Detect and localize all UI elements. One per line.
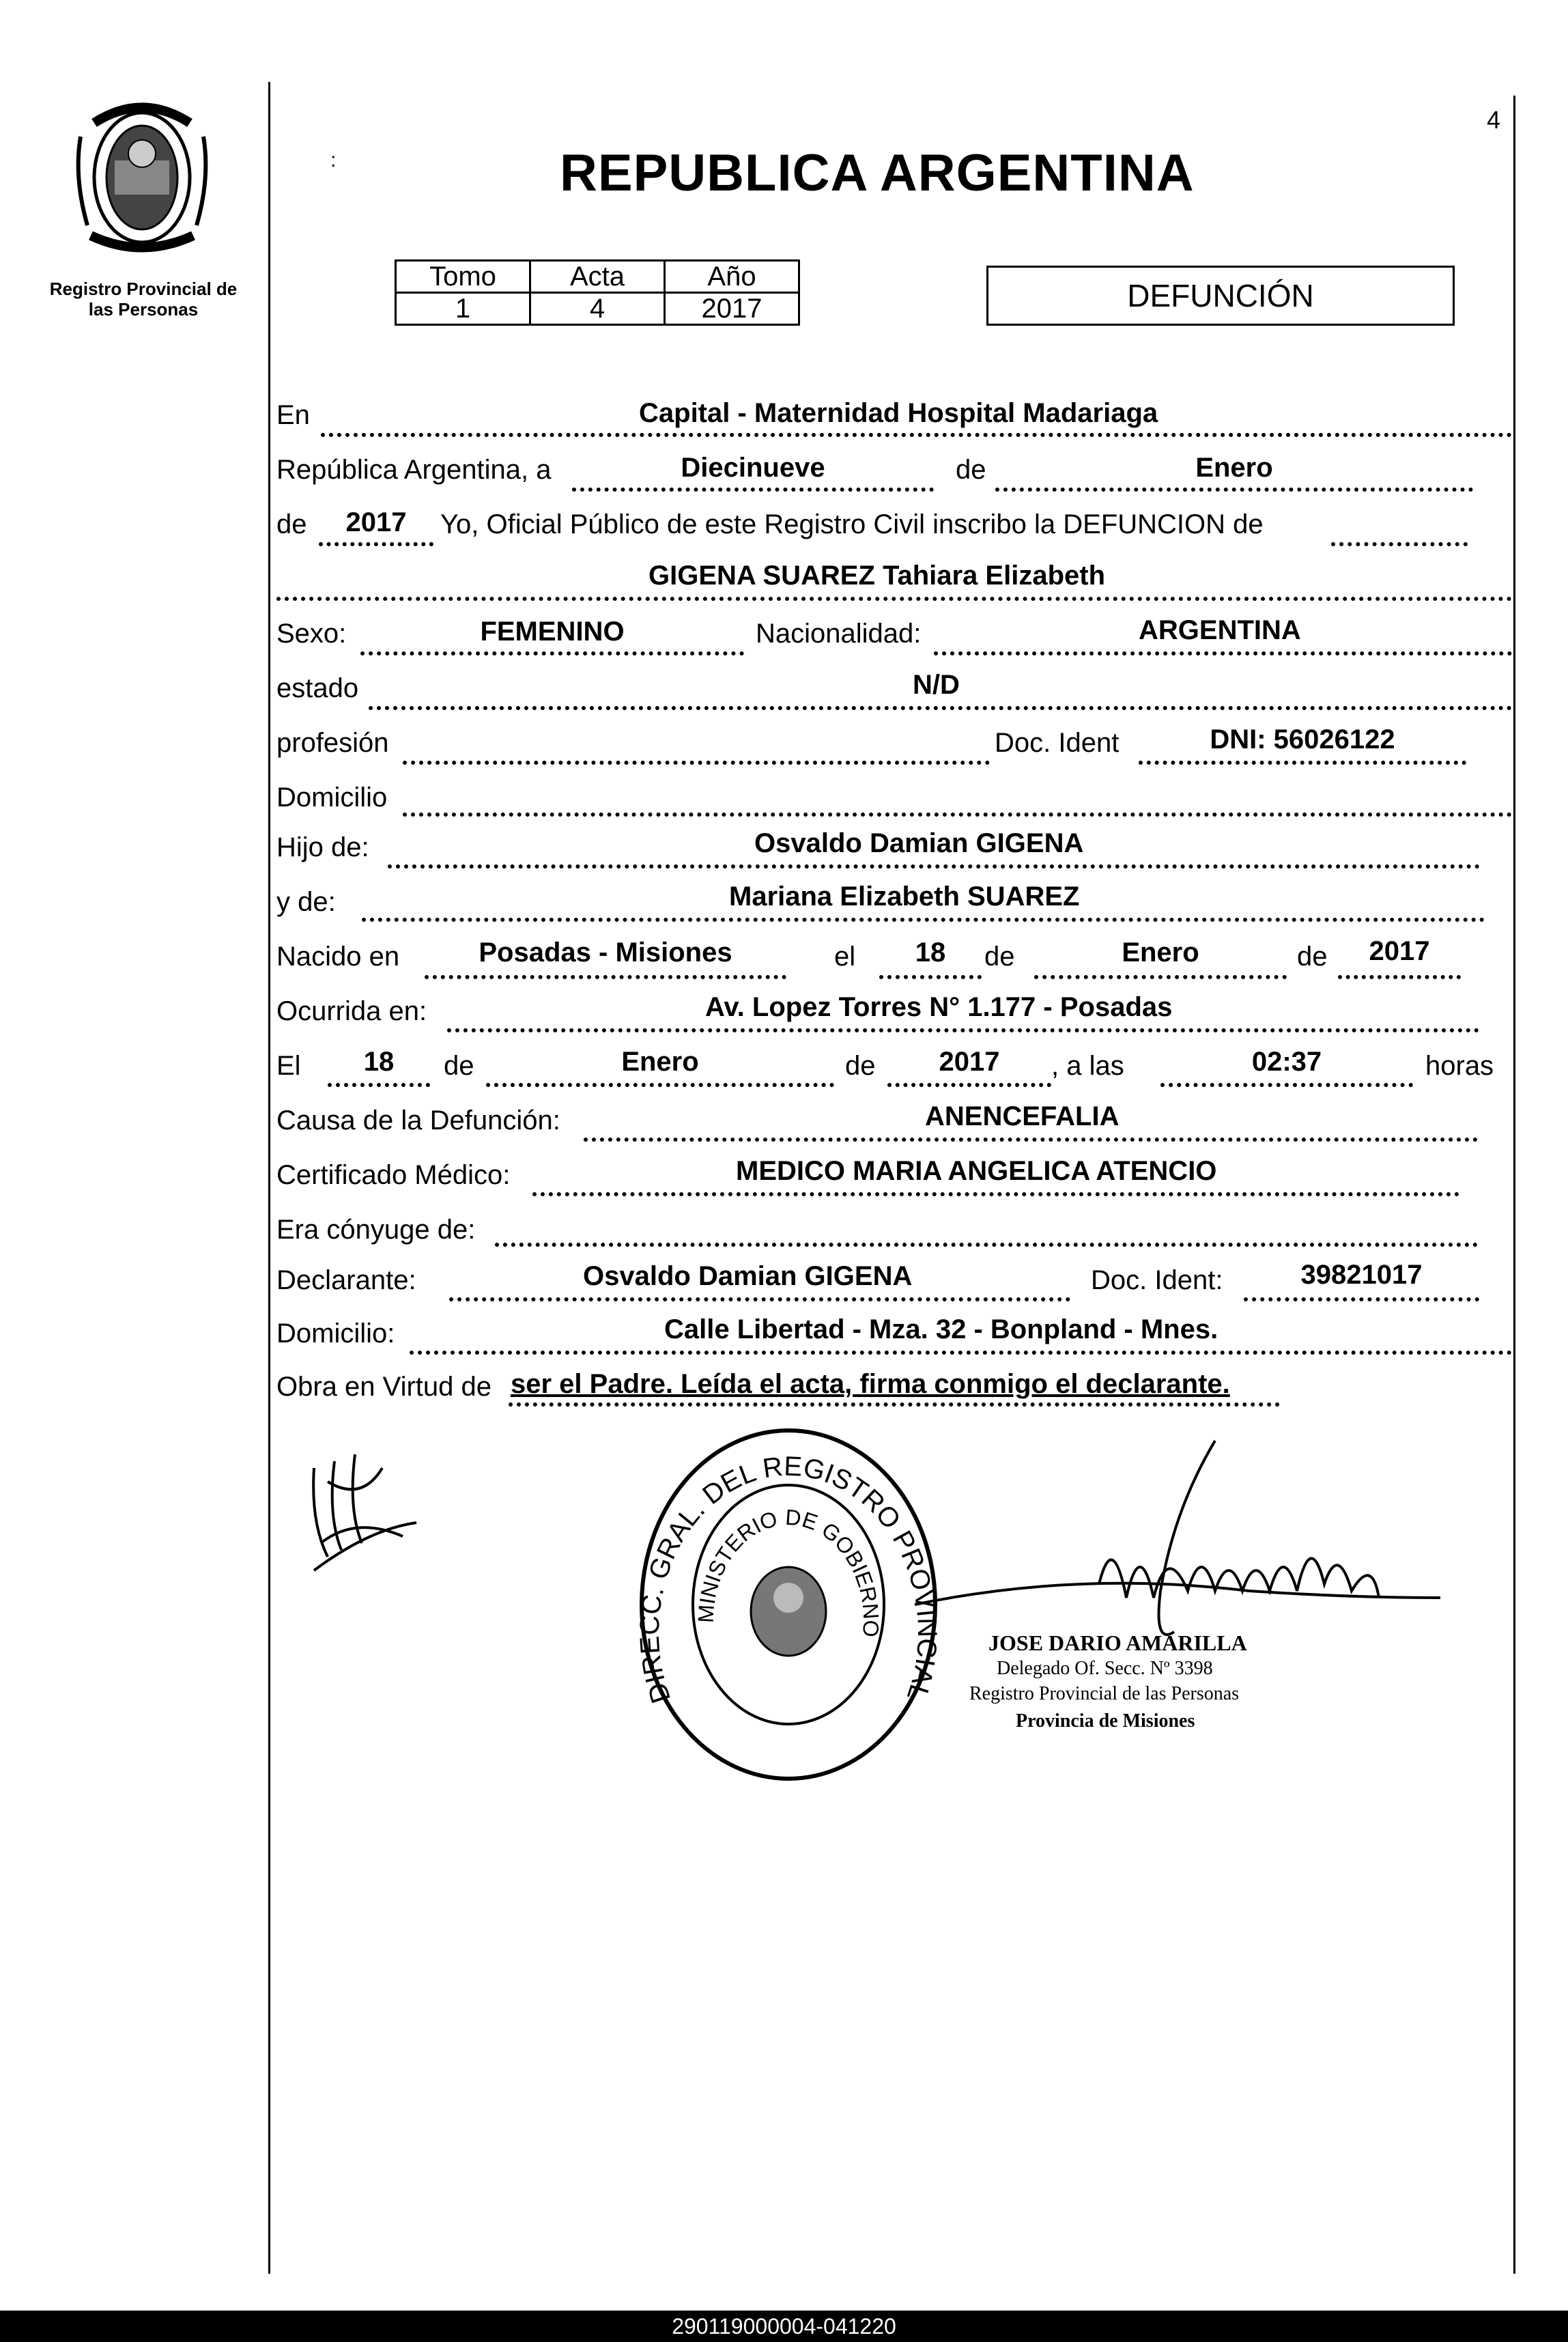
label-certificado: Certificado Médico: (276, 1160, 511, 1190)
svg-text:DIRECC. GRAL. DEL REGISTRO PRO: DIRECC. GRAL. DEL REGISTRO PROVINCIAL (635, 1451, 942, 1707)
label-yo: Yo, Oficial Público de este Registro Civil inscribo la DEFUNCION de (440, 509, 1264, 539)
value-ocurrida: Av. Lopez Torres N° 1.177 - Posadas (705, 992, 1173, 1022)
value-declarante-doc: 39821017 (1300, 1260, 1423, 1290)
label-el: el (834, 942, 856, 972)
field-profesion (403, 761, 990, 765)
value-padre: Osvaldo Damian GIGENA (754, 828, 1084, 858)
label-profesion: profesión (276, 728, 389, 758)
field-mes (995, 488, 1473, 492)
page-number: 4 (1487, 106, 1501, 134)
field-madre (362, 918, 1485, 922)
field-nacionalidad (934, 651, 1512, 655)
field-causa (584, 1138, 1478, 1142)
label-de-anio: de (276, 509, 307, 539)
value-muerte-dia: 18 (363, 1047, 395, 1077)
field-ocurrida (447, 1028, 1479, 1032)
field-conyuge (495, 1243, 1478, 1247)
field-declarante (449, 1297, 1070, 1301)
declarant-signature (300, 1441, 423, 1577)
field-nacido-lugar (425, 975, 786, 979)
label-doc-ident-declarante: Doc. Ident: (1091, 1265, 1223, 1295)
register-table (395, 259, 800, 326)
label-y-de: y de: (276, 887, 336, 917)
label-de-nacido-mes: de (984, 942, 1015, 972)
field-muerte-hora (1160, 1083, 1413, 1087)
field-muerte-anio (887, 1083, 1051, 1087)
field-declarante-doc (1244, 1297, 1479, 1301)
field-lugar (321, 433, 1512, 437)
value-madre: Mariana Elizabeth SUAREZ (729, 881, 1080, 912)
label-a-las: , a las (1051, 1051, 1124, 1081)
official-province: Provincia de Misiones (1016, 1710, 1195, 1732)
value-nacido-anio: 2017 (1369, 936, 1430, 966)
label-en: En (276, 400, 310, 430)
field-muerte-dia (328, 1083, 430, 1087)
value-causa: ANENCEFALIA (925, 1101, 1120, 1131)
value-doc-ident: DNI: 56026122 (1210, 724, 1395, 754)
value-nombre: GIGENA SUAREZ Tahiara Elizabeth (648, 561, 1106, 591)
value-lugar: Capital - Maternidad Hospital Madariaga (639, 398, 1158, 428)
label-nacido-en: Nacido en (276, 942, 400, 972)
value-muerte-hora: 02:37 (1251, 1047, 1322, 1077)
value-domicilio-declarante: Calle Libertad - Mza. 32 - Bonpland - Mnes. (664, 1314, 1218, 1344)
left-margin-line (268, 82, 270, 2274)
label-doc-ident: Doc. Ident (995, 728, 1120, 758)
tomo-value: 1 (396, 293, 530, 325)
label-sexo: Sexo: (276, 619, 347, 649)
acta-header: Acta (530, 261, 665, 293)
field-sexo (360, 651, 744, 655)
field-nacido-anio (1338, 975, 1461, 979)
value-nacionalidad: ARGENTINA (1139, 615, 1301, 645)
label-republica: República Argentina, a (276, 455, 552, 485)
label-conyuge: Era cónyuge de: (276, 1215, 476, 1245)
label-de-nacido-anio: de (1297, 942, 1328, 972)
field-nacido-dia (879, 975, 982, 979)
value-nacido-mes: Enero (1122, 937, 1199, 968)
label-domicilio: Domicilio (276, 782, 388, 813)
label-nacionalidad: Nacionalidad: (756, 619, 922, 649)
value-nacido-lugar: Posadas - Misiones (479, 937, 732, 968)
field-domicilio-declarante (410, 1351, 1512, 1355)
label-obra: Obra en Virtud de (276, 1372, 492, 1402)
label-hijo-de: Hijo de: (276, 832, 369, 862)
value-muerte-mes: Enero (621, 1047, 699, 1077)
field-padre (388, 864, 1480, 869)
official-name: JOSE DARIO AMARILLA (988, 1631, 1247, 1655)
value-certificado: MEDICO MARIA ANGELICA ATENCIO (736, 1156, 1217, 1186)
field-certificado (532, 1192, 1459, 1196)
document-title: REPUBLICA ARGENTINA (560, 144, 1195, 202)
acta-value: 4 (530, 293, 665, 325)
label-el-cap: El (276, 1051, 301, 1081)
document-code-footer: 290119000004-041220 (0, 2311, 1568, 2342)
official-registry: Registro Provincial de las Personas (969, 1683, 1240, 1704)
field-domicilio (403, 813, 1512, 817)
margin-mark: : (330, 149, 337, 171)
field-defuncion-de (1331, 542, 1468, 546)
province-logo (74, 96, 210, 259)
field-obra (509, 1402, 1280, 1407)
value-obra: ser el Padre. Leída el acta, firma conmigo el declarante. (511, 1369, 1230, 1399)
label-causa: Causa de la Defunción: (276, 1105, 560, 1135)
field-dia (572, 488, 934, 492)
svg-text:MINISTERIO DE GOBIERNO: MINISTERIO DE GOBIERNO (693, 1504, 884, 1638)
label-de-muerte-mes: de (444, 1051, 474, 1081)
anio-header: Año (665, 261, 799, 293)
label-domicilio-declarante: Domicilio: (276, 1318, 395, 1349)
field-nacido-mes (1034, 975, 1287, 979)
field-muerte-mes (486, 1083, 834, 1087)
tomo-header: Tomo (396, 261, 530, 293)
value-nacido-dia: 18 (915, 937, 946, 968)
label-ocurrida-en: Ocurrida en: (276, 996, 427, 1026)
field-estado (369, 706, 1512, 710)
value-dia: Diecinueve (681, 453, 825, 483)
value-declarante: Osvaldo Damian GIGENA (583, 1261, 913, 1291)
label-estado: estado (276, 673, 359, 703)
field-nombre (276, 597, 1512, 601)
value-anio: 2017 (345, 507, 407, 537)
label-horas: horas (1425, 1051, 1494, 1081)
label-declarante: Declarante: (276, 1265, 416, 1295)
official-title: Delegado Of. Secc. Nº 3398 (997, 1658, 1213, 1679)
value-sexo: FEMENINO (480, 617, 625, 647)
record-type-box: DEFUNCIÓN (986, 266, 1455, 326)
field-doc-ident (1139, 761, 1466, 765)
field-anio (319, 542, 433, 546)
label-de-mes: de (956, 455, 986, 485)
value-estado: N/D (913, 670, 960, 700)
value-muerte-anio: 2017 (939, 1047, 1000, 1077)
value-mes: Enero (1195, 453, 1273, 483)
registry-label: Registro Provincial de las Personas (49, 279, 238, 320)
label-de-muerte-anio: de (845, 1051, 876, 1081)
anio-value: 2017 (665, 293, 799, 325)
